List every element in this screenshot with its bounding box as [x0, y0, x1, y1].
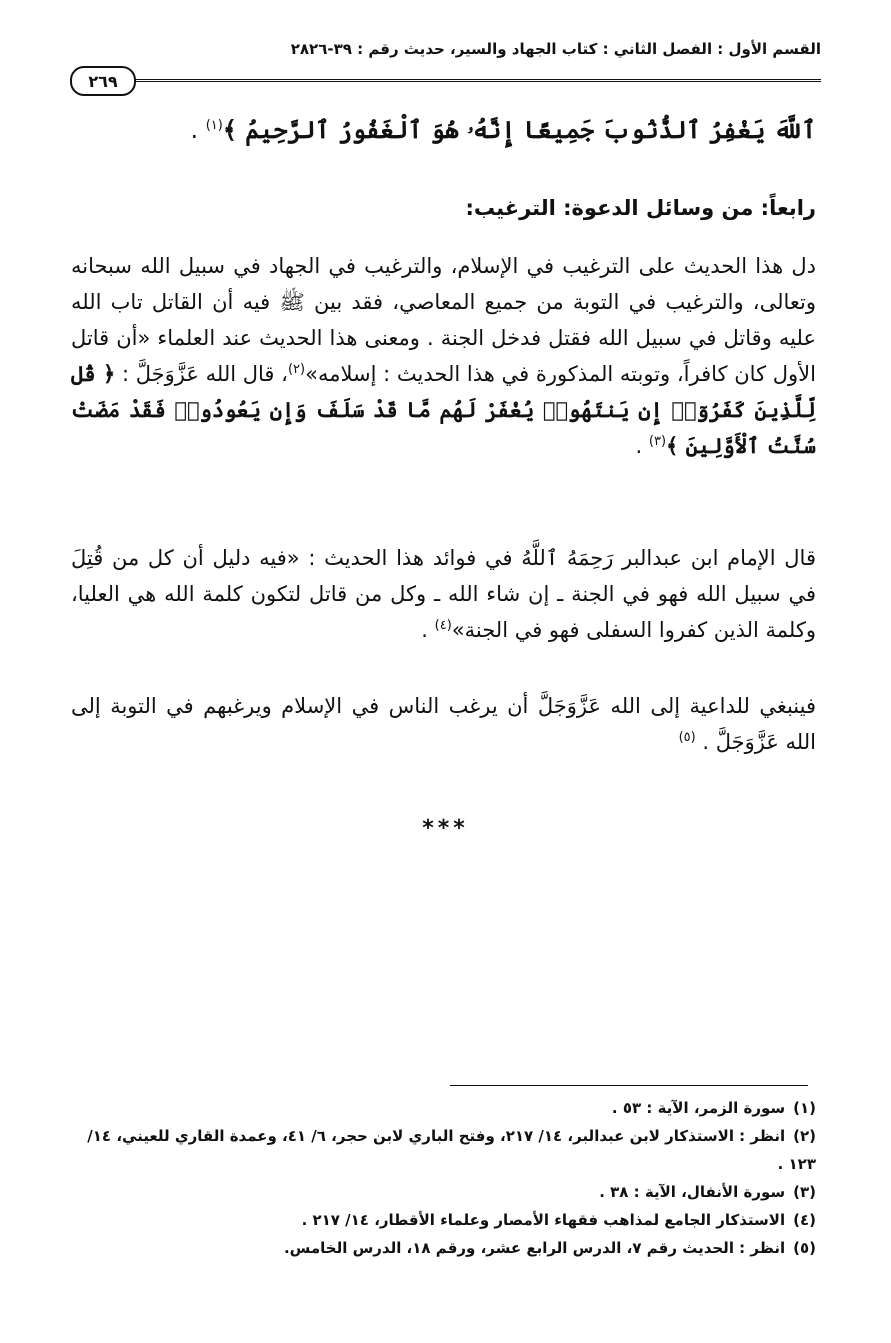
footnote-ref-1: (١) [205, 118, 223, 133]
verse-end: . [190, 116, 206, 144]
quran-verse-text: ٱللَّهَ يَغْفِرُ ٱلذُّنُوبَ جَمِيعًا إِنَّهُۥ هُوَ ٱلْغَفُورُ ٱلرَّحِيمُ ﴾ [222, 115, 816, 144]
footnote-rule [450, 1085, 808, 1086]
footnotes [71, 1094, 816, 1262]
page-number: ٢٦٩ [70, 66, 136, 96]
footnote-number: (٣) [793, 1183, 816, 1201]
footnote-5 [71, 1234, 816, 1262]
paragraph-1 [71, 248, 816, 464]
footnote-4 [71, 1206, 816, 1234]
running-header: القسم الأول : الفصل الثاني : كتاب الجهاد والسير، حديث رقم : ٣٩-٢٨٢٦ [290, 40, 821, 58]
footnote-text: انظر : الحديث رقم ٧، الدرس الرابع عشر، ورقم ١٨، الدرس الخامس. [283, 1239, 786, 1257]
footnote-text: سورة الأنفال، الآية : ٣٨ . [599, 1183, 786, 1201]
paragraph-1-text-a: دل هذا الحديث على الترغيب في الإسلام، والترغيب في الجهاد في سبيل الله سبحانه وتعالى، والترغيب في التوبة من جميع المعاصي، فقد بين ﷺ فيه أن القاتل تاب الله عليه وقاتل في سبيل الله فقتل فدخل الجنة . ومعنى هذا الحديث عند العلماء «أن قاتل الأول كان كافراً، وتوبته المذكورة في هذا الحديث : إسلامه» [71, 254, 816, 386]
footnote-text: سورة الزمر، الآية : ٥٣ . [611, 1099, 786, 1117]
paragraph-2 [71, 540, 816, 648]
footnote-3 [71, 1178, 816, 1206]
quran-verse-continuation [71, 108, 816, 152]
footnote-1 [71, 1094, 816, 1122]
footnote-ref-4: (٤) [434, 618, 452, 633]
footnote-text: الاستذكار الجامع لمذاهب فقهاء الأمصار وعلماء الأقطار، ١٤/ ٢١٧ . [301, 1211, 786, 1229]
footnote-number: (١) [793, 1099, 816, 1117]
quran-verse-anfal: ﴿ قُل لِّلَّذِينَ كَفَرُوٓا۟ إِن يَنتَهُوا۟ يُغْفَرْ لَهُم مَّا قَدْ سَلَفَ وَإِن يَعُودُوا۟ فَقَدْ مَضَتْ سُنَّتُ ٱلْأَوَّلِينَ ﴾ [71, 361, 816, 458]
footnote-ref-2: (٢) [287, 362, 306, 377]
footnote-ref-5: (٥) [678, 730, 696, 745]
paragraph-1-text-b: ، قال الله عَزَّوَجَلَّ : [115, 362, 288, 386]
footnote-text: انظر : الاستذكار لابن عبدالبر، ١٤/ ٢١٧، وفتح الباري لابن حجر، ٦/ ٤١، وعمدة القاري للعيني، ١٤/ ١٢٣ . [87, 1127, 816, 1173]
paragraph-3 [71, 688, 816, 760]
footnote-number: (٤) [793, 1211, 816, 1229]
section-heading: رابعاً: من وسائل الدعوة: الترغيب: [465, 196, 816, 220]
footnote-2 [71, 1122, 816, 1178]
section-separator: *** [422, 816, 469, 841]
footnote-number: (٥) [793, 1239, 816, 1257]
paragraph-1-end: . [635, 434, 649, 458]
paragraph-2-text: قال الإمام ابن عبدالبر رَحِمَهُ ٱللَّهُ في فوائد هذا الحديث : «فيه دليل أن كل من قُتِلَ في سبيل الله فهو في الجنة ـ إن شاء الله ـ وكل من قاتل لتكون كلمة الله هي العليا، وكلمة الذين كفروا السفلى فهو في الجنة» [71, 546, 816, 642]
header-rule [130, 79, 821, 82]
paragraph-2-end: . [421, 618, 435, 642]
paragraph-3-text: فينبغي للداعية إلى الله عَزَّوَجَلَّ أن يرغب الناس في الإسلام ويرغبهم في التوبة إلى الله عَزَّوَجَلَّ . [71, 694, 816, 754]
footnote-ref-3: (٣) [648, 434, 667, 449]
footnote-number: (٢) [793, 1127, 816, 1145]
